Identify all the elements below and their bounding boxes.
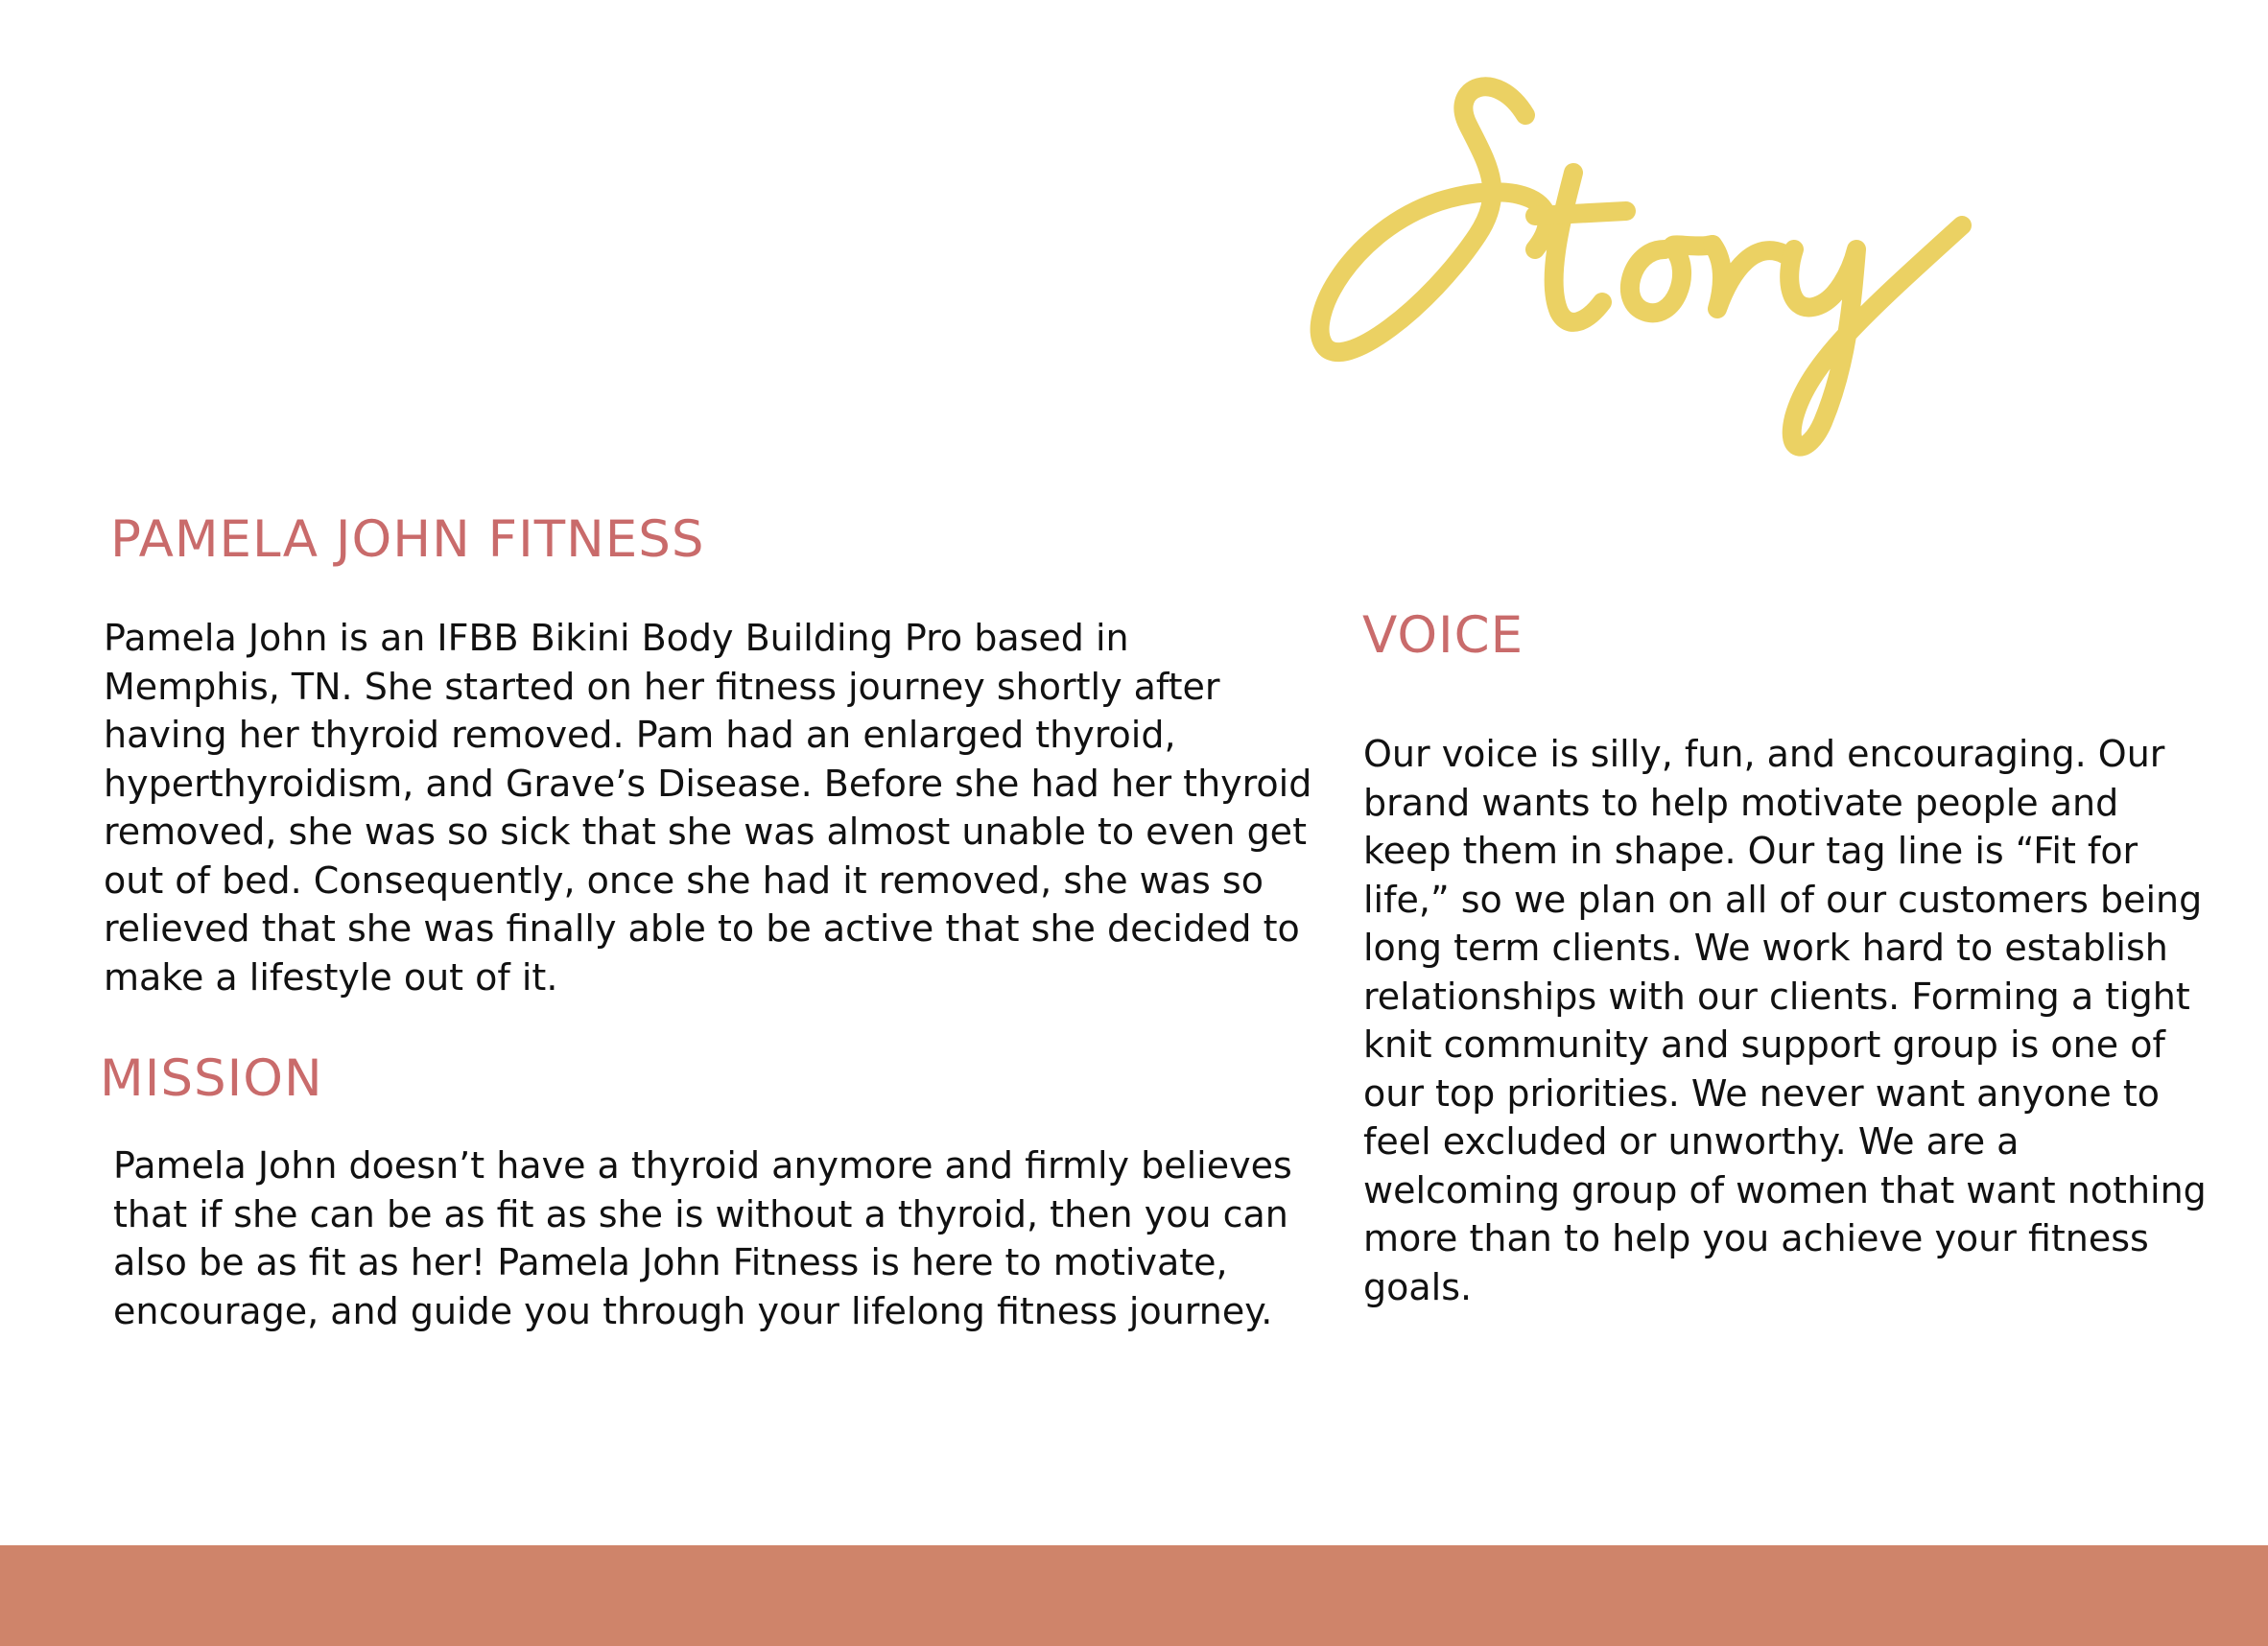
script-letter-s — [1320, 86, 1547, 352]
mission-heading: MISSION — [100, 1049, 323, 1108]
script-letter-o — [1630, 245, 1713, 313]
script-letter-r — [1713, 245, 1784, 309]
script-letter-t-cross — [1535, 211, 1626, 216]
footer-band — [0, 1545, 2268, 1646]
script-letter-y — [1789, 225, 1962, 447]
story-script-lettering — [1286, 58, 2053, 489]
mission-paragraph: Pamela John doesn’t have a thyroid anymore and firmly believes that if she can be as fit as she is without a thyroid, then you can also be as fit as her! Pamela John Fitness is here to motivate, encourage, and guide you through your lifelong fitness journey. — [113, 1144, 1292, 1332]
script-letter-t-stem — [1554, 173, 1602, 322]
story-script-title — [1286, 58, 2053, 489]
brand-paragraph: Pamela John is an IFBB Bikini Body Building Pro based in Memphis, TN. She started on her fitness journey shortly after having her thyroid removed. Pam had an enlarged thyroid, hyperthyroidism, and Grave’s Disease. Before she had her thyroid removed, she was so sick that she was almost unable to even get out of bed. Consequently, once she had it removed, she was so relieved that she was finally able to be active that she decided to make a lifestyle out of it. — [104, 617, 1312, 999]
brand-heading: PAMELA JOHN FITNESS — [110, 510, 705, 569]
voice-heading: VOICE — [1362, 606, 1524, 665]
voice-paragraph: Our voice is silly, fun, and encouraging. Our brand wants to help motivate people and keep them in shape. Our tag line is “Fit for life,” so we plan on all of our customers being long term clients. We work hard to establish relationships with our clients. Forming a tight knit community and support group is one of our top priorities. We never want anyone to feel excluded or unworthy. We are a welcoming group of women that want nothing more than to help you achieve your fitness goals. — [1363, 733, 2207, 1308]
